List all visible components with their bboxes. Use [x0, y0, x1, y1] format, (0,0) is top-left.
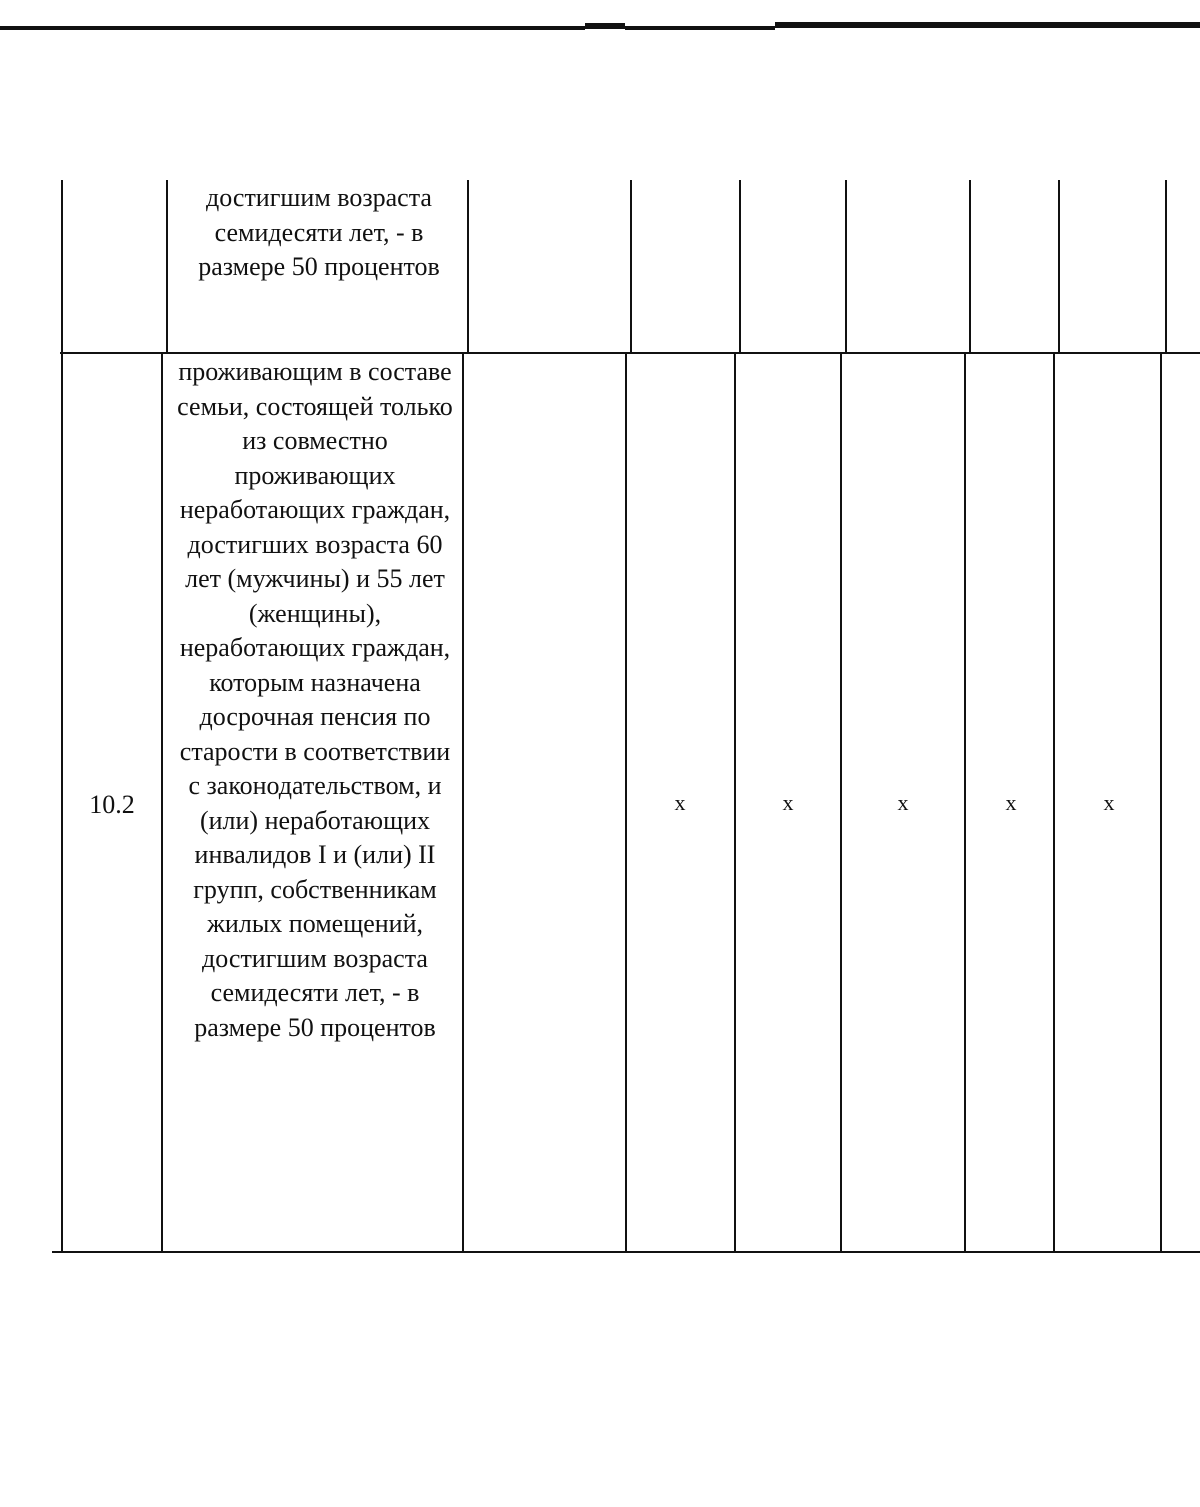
table-vline: [1058, 180, 1060, 353]
top-border-rule: [0, 22, 1200, 32]
table-vline: [845, 180, 847, 353]
cell-mark: x: [1103, 790, 1115, 815]
continued-row-description: достигшим возраста семидесяти лет, - в размере 50 процентов: [198, 183, 440, 281]
table-vline: [969, 180, 971, 353]
table-hline: [52, 1251, 1200, 1253]
table-vline: [166, 180, 168, 353]
cell-mark: x: [674, 790, 686, 815]
cell-mark: x: [1005, 790, 1017, 815]
cell-mark: x: [897, 790, 909, 815]
table-vline: [462, 353, 464, 1253]
table-vline: [625, 353, 627, 1253]
table-vline: [1160, 353, 1162, 1253]
table-vline: [739, 180, 741, 353]
table-vline: [964, 353, 966, 1253]
table-vline: [1053, 353, 1055, 1253]
table-vline: [1165, 180, 1167, 353]
cell-mark: x: [782, 790, 794, 815]
table-vline: [467, 180, 469, 353]
table-vline: [61, 180, 63, 353]
table-vline: [840, 353, 842, 1253]
table-vline: [161, 353, 163, 1253]
row-number: 10.2: [89, 790, 135, 819]
table-vline: [734, 353, 736, 1253]
row-description: проживающим в составе семьи, состоящей только из совместно проживающих неработающих граждан, достигших возраста 60 лет (мужчины) и 55 лет (женщины), неработающих граждан, которым назначена досрочная пенсия по старости в соответствии с законодательством, и (или) неработающих инвалидов I и (или) II групп, собственникам жилых помещений, достигшим возраста семидесяти лет, - в размере 50 процентов: [177, 357, 453, 1042]
table-hline: [60, 352, 1200, 354]
table-vline: [61, 353, 63, 1253]
table-vline: [630, 180, 632, 353]
